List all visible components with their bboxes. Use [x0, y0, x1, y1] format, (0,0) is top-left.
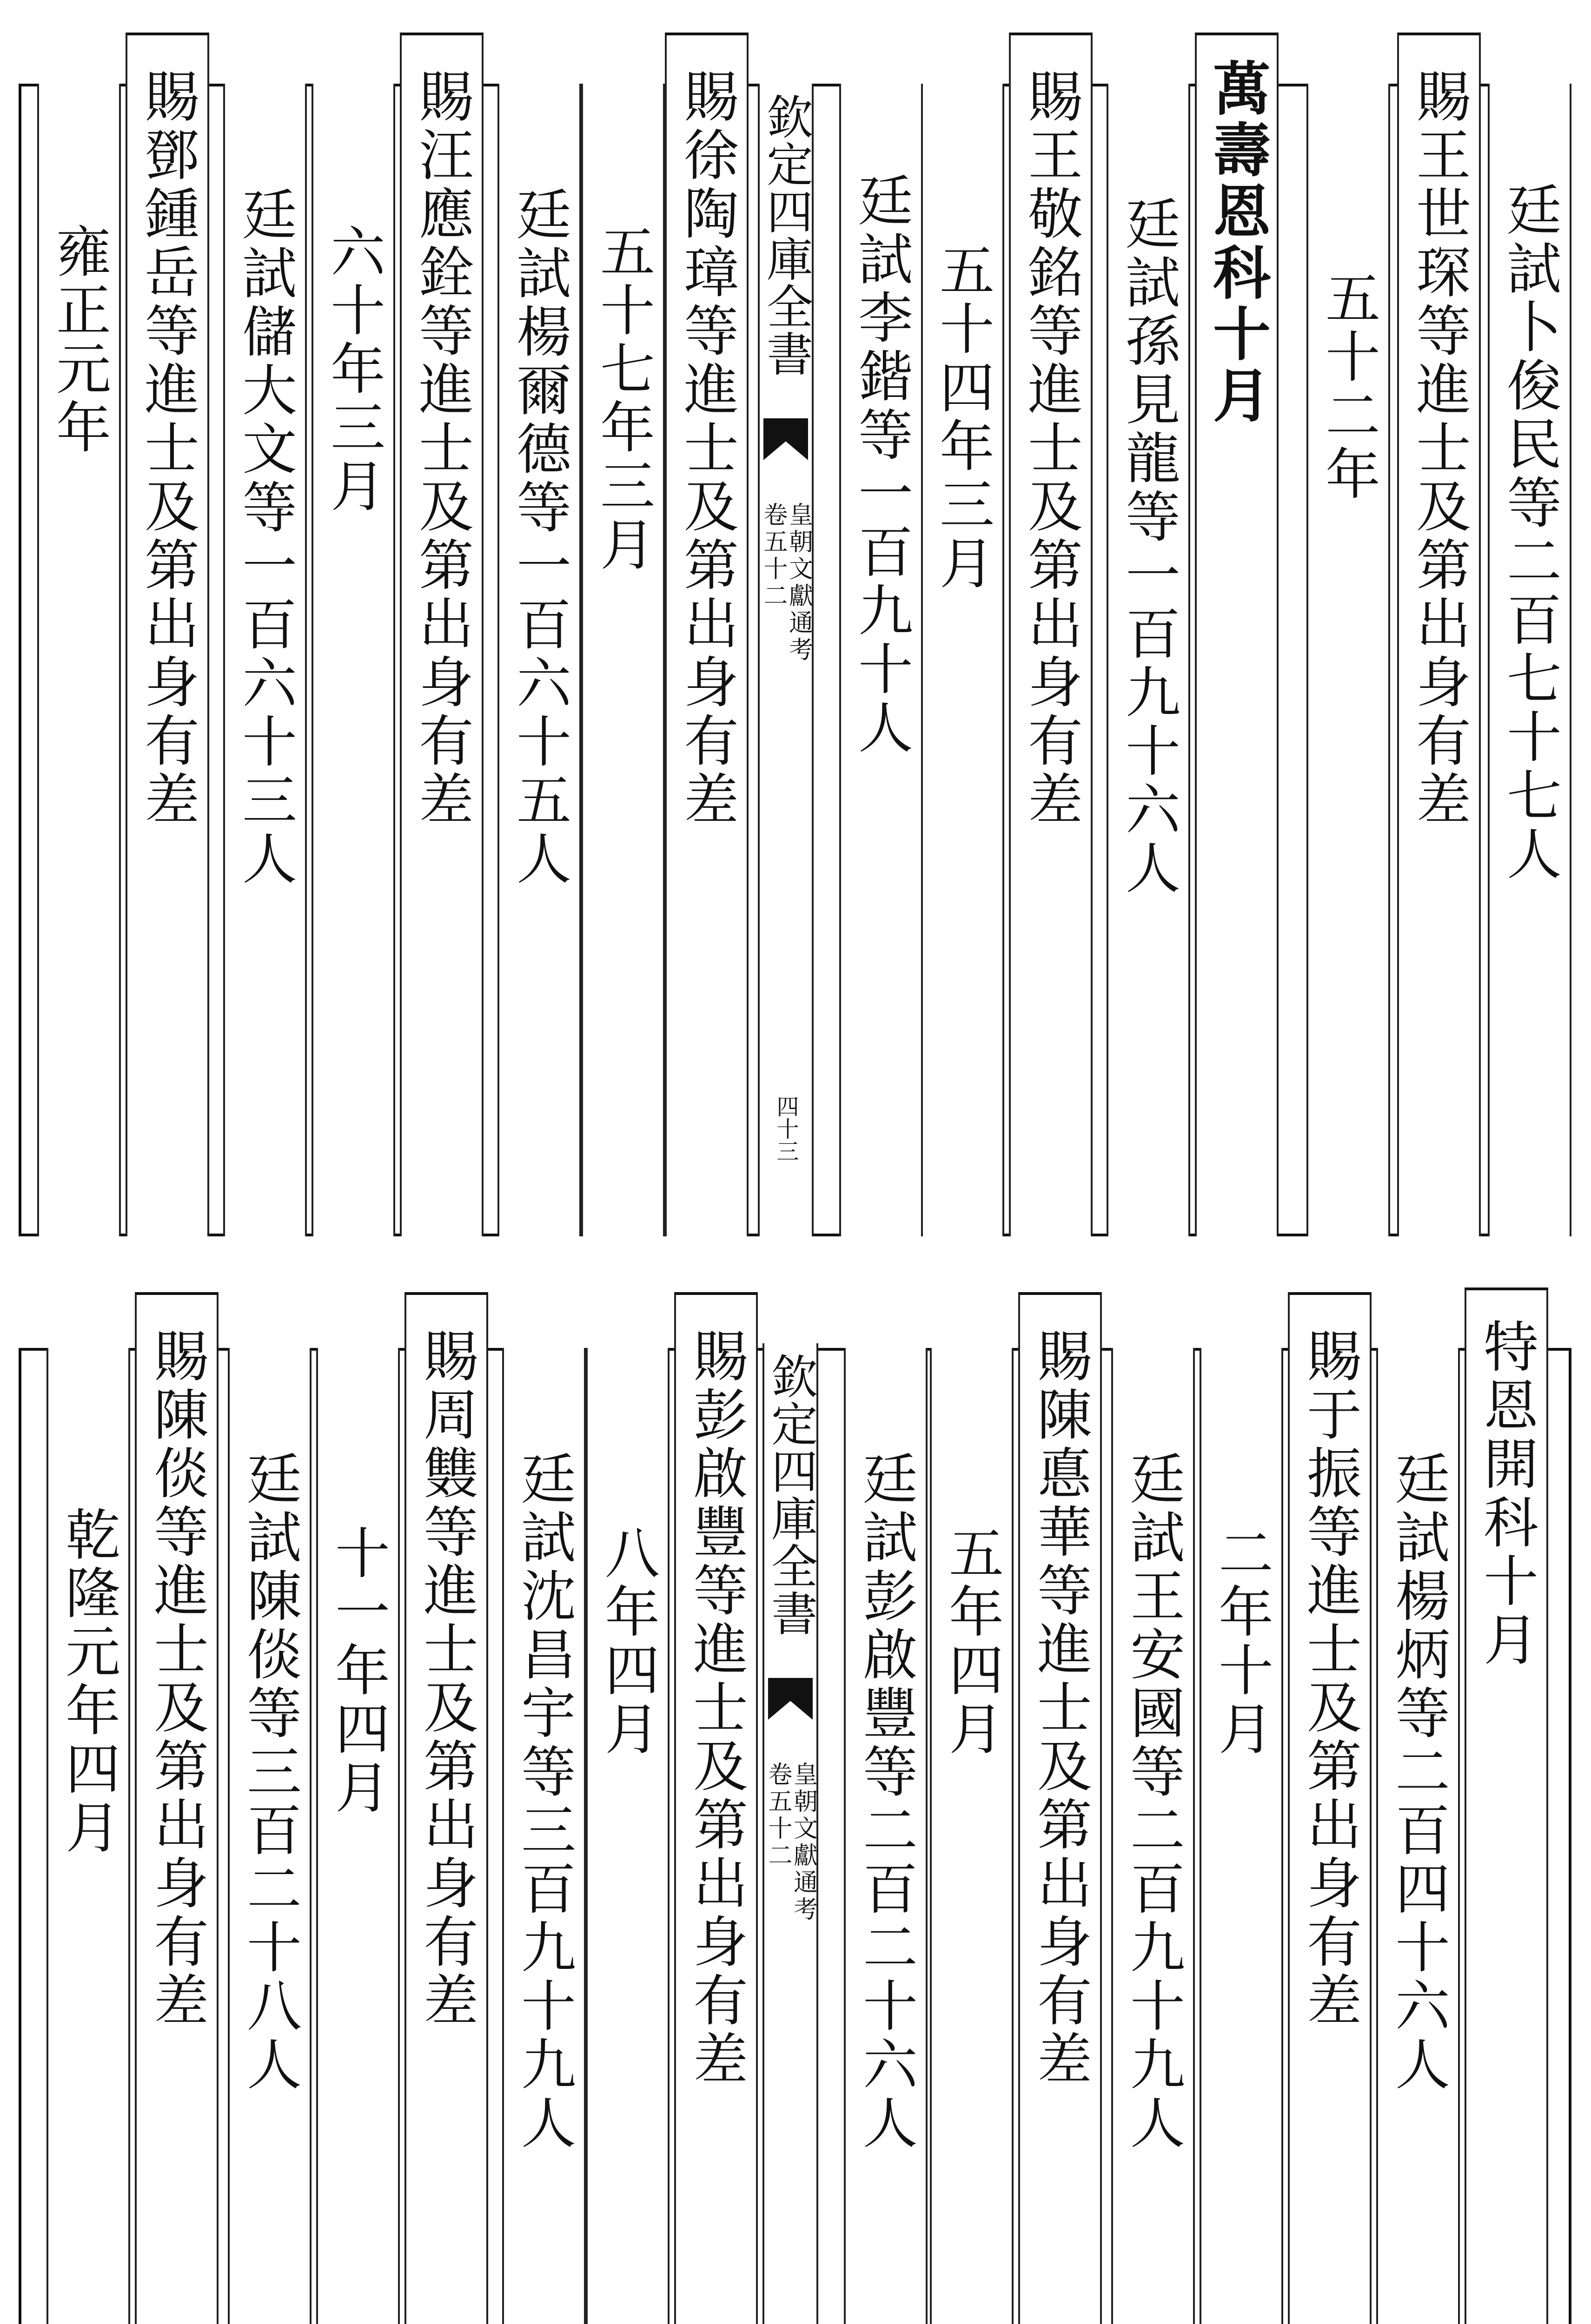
text-column [844, 1348, 928, 2324]
column-text: 賜鄧鍾岳等進士及第出身有差 [135, 68, 199, 829]
column-text: 萬壽恩科十月 [1203, 59, 1271, 427]
volume-number: 卷五十二 [764, 1762, 792, 1869]
book-name: 皇朝文獻通考 [789, 1762, 817, 1923]
volume-label [760, 502, 811, 664]
text-column [228, 1348, 312, 2324]
text-column-raised [1465, 1287, 1548, 2324]
column-text: 廷試沈昌宇等三百九十九人 [512, 1450, 576, 2153]
text-column-raised [135, 1292, 219, 2324]
column-text: 六十年三月 [321, 223, 385, 516]
column-text: 廷試儲大文等一百六十三人 [233, 186, 297, 889]
folio-number: 四十三 [773, 1095, 799, 1162]
text-column [312, 84, 395, 1236]
text-column-raised [1288, 1292, 1372, 2324]
text-column-raised [1195, 33, 1279, 1236]
column-text: 雍正元年 [47, 223, 111, 457]
text-column [37, 84, 121, 1236]
text-column-raised [674, 1292, 758, 2324]
text-column [223, 84, 307, 1236]
column-text: 特恩開科十月 [1474, 1318, 1538, 1670]
text-column [930, 1348, 1014, 2324]
column-text: 賜王敬銘等進士及第出身有差 [1019, 68, 1083, 829]
top-page-panel [19, 19, 1571, 1236]
text-column-raised [1397, 33, 1481, 1236]
column-text: 賜于振等進士及第出身有差 [1298, 1327, 1362, 2030]
text-column-raised [126, 33, 209, 1236]
text-column-raised [400, 33, 484, 1236]
text-column [1488, 84, 1571, 1236]
column-text: 賜徐陶璋等進士及第出身有差 [675, 68, 739, 829]
column-text: 賜陳悳華等進士及第出身有差 [1028, 1327, 1092, 2089]
column-text: 賜汪應銓等進士及第出身有差 [410, 68, 474, 829]
text-column-raised [1018, 1292, 1102, 2324]
volume-label [765, 1762, 815, 1923]
column-text: 廷試王安國等二百九十九人 [1121, 1450, 1185, 2153]
column-text: 乾隆元年四月 [56, 1506, 120, 1857]
column-text: 五十七年三月 [591, 223, 655, 574]
text-column [1306, 84, 1390, 1236]
book-name: 皇朝文獻通考 [784, 502, 813, 664]
column-text: 五年四月 [940, 1525, 1004, 1759]
column-text: 五十二年 [1316, 270, 1380, 504]
text-column [1107, 84, 1190, 1236]
book-title: 欽定四庫全書 [759, 93, 813, 377]
column-text: 賜彭啟豐等進士及第出身有差 [684, 1327, 748, 2089]
text-column [921, 84, 1004, 1236]
column-text: 八年四月 [596, 1525, 660, 1759]
column-text: 五十四年三月 [930, 242, 994, 593]
column-text: 十一年四月 [326, 1525, 390, 1817]
bottom-page-panel [19, 1278, 1571, 2324]
book-margin-strip [762, 1343, 818, 2324]
text-column [839, 84, 923, 1236]
column-text: 二年十月 [1209, 1525, 1273, 1759]
fishtail-mark [763, 418, 808, 460]
column-text: 賜王世琛等進士及第出身有差 [1407, 68, 1471, 829]
column-text: 廷試陳倓等三百二十八人 [238, 1450, 302, 2094]
column-text: 賜周䨇等進士及第出身有差 [414, 1327, 478, 2030]
column-text: 廷試李鍇等一百九十人 [849, 172, 913, 758]
text-column-raised [404, 1292, 488, 2324]
column-text: 廷試彭啟豐等二百二十六人 [854, 1450, 918, 2153]
text-column-raised [665, 33, 749, 1236]
text-column [46, 1348, 130, 2324]
fishtail-mark [768, 1678, 813, 1720]
column-text: 廷試卜俊民等二百七十七人 [1498, 181, 1562, 884]
text-column [316, 1348, 400, 2324]
column-text: 廷試楊爾德等一百六十五人 [507, 186, 571, 889]
text-column [586, 1348, 670, 2324]
column-text: 廷試孫見龍等一百九十六人 [1116, 195, 1180, 898]
text-column [497, 84, 581, 1236]
column-text: 廷試楊炳等二百四十六人 [1386, 1450, 1450, 2094]
column-text: 賜陳倓等進士及第出身有差 [145, 1327, 209, 2030]
text-column [502, 1348, 586, 2324]
volume-number: 卷五十二 [759, 502, 787, 610]
book-margin-strip [758, 84, 814, 1236]
text-column [1111, 1348, 1195, 2324]
text-column-raised [1009, 33, 1093, 1236]
text-column [1200, 1348, 1283, 2324]
book-title: 欽定四庫全書 [763, 1353, 818, 1637]
text-column [581, 84, 665, 1236]
text-column [1376, 1348, 1460, 2324]
